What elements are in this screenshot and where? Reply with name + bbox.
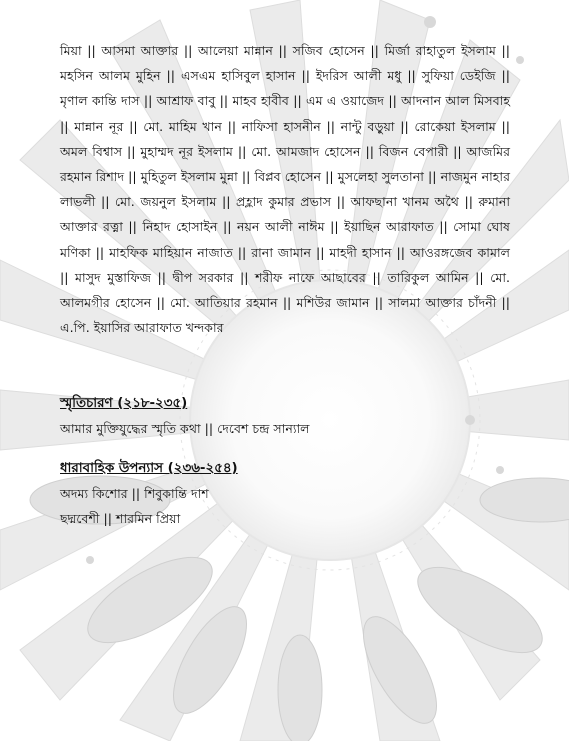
serial-novel-entry: ছদ্মবেশী || শারমিন প্রিয়া	[60, 511, 181, 526]
contributors-names-paragraph: মিয়া || আসমা আক্তার || আলেয়া মান্নান || সজিব হোসেন || মির্জা রাহাতুল ইসলাম || মহসিন আলম মুহিন || এসএম হাসিবুল হাসান || ইদরিস আলী মধু || সুফিয়া ডেইজি || মৃণাল কান্তি দাস || আশ্রাফ বাবু || মাহব হাবীব || এম এ ওয়াজেদ || আদনান আল মিসবাহ || মান্নান নূর || মো. মাহিম খান || নাফিসা হাসনীন || নান্টু বড়ুয়া || রোকেয়া ইসলাম || অমল বিশ্বাস || মুহাম্মদ নূর ইসলাম || মো. আমজাদ হোসেন || বিজন বেপারী || আজমির রহমান রিশাদ || মুহিতুল ইসলাম মুন্না || বিপ্লব হোসেন || মুসলেহা সুলতানা || নাজমুন নাহার লাভলী || মো. জয়নুল ইসলাম || প্রহ্লাদ কুমার প্রভাস || আফছানা খানম অথৈ || রুমানা আক্তার রত্না || নিহাদ হোসাইন || নয়ন আলী নাঈম || ইয়াছিন আরাফাত || সোমা ঘোষ মণিকা || মাহফিক মাহিয়ান নাজাত || রানা জামান || মাহদী হাসান || আওরঙ্গজেব কামাল || মাসুদ মুস্তাফিজ || দ্বীপ সরকার || শরীফ নাফে আছাবের || তারিকুল আমিন || মো. আলমগীর হোসেন || মো. আতিয়ার রহমান || মশিউর জামান || সালমা আক্তার চাঁদনী || এ.পি. ইয়াসির আরাফাত খন্দকার	[60, 43, 510, 336]
memoir-entry: আমার মুক্তিযুদ্ধের স্মৃতি কথা || দেবেশ চন্দ্র সান্যাল	[60, 421, 310, 436]
memoir-section	[60, 392, 510, 441]
section-title-memoir: স্মৃতিচারণ (২১৮-২৩৫)	[60, 396, 188, 411]
contributors-names-section	[60, 38, 510, 340]
section-title-serial-novel: ধারাবাহিক উপন্যাস (২৩৬-২৫৪)	[60, 461, 238, 476]
serial-novel-entry: অদম্য কিশোর || শিবুকান্তি দাশ	[60, 486, 209, 501]
serial-novel-section	[60, 457, 510, 531]
